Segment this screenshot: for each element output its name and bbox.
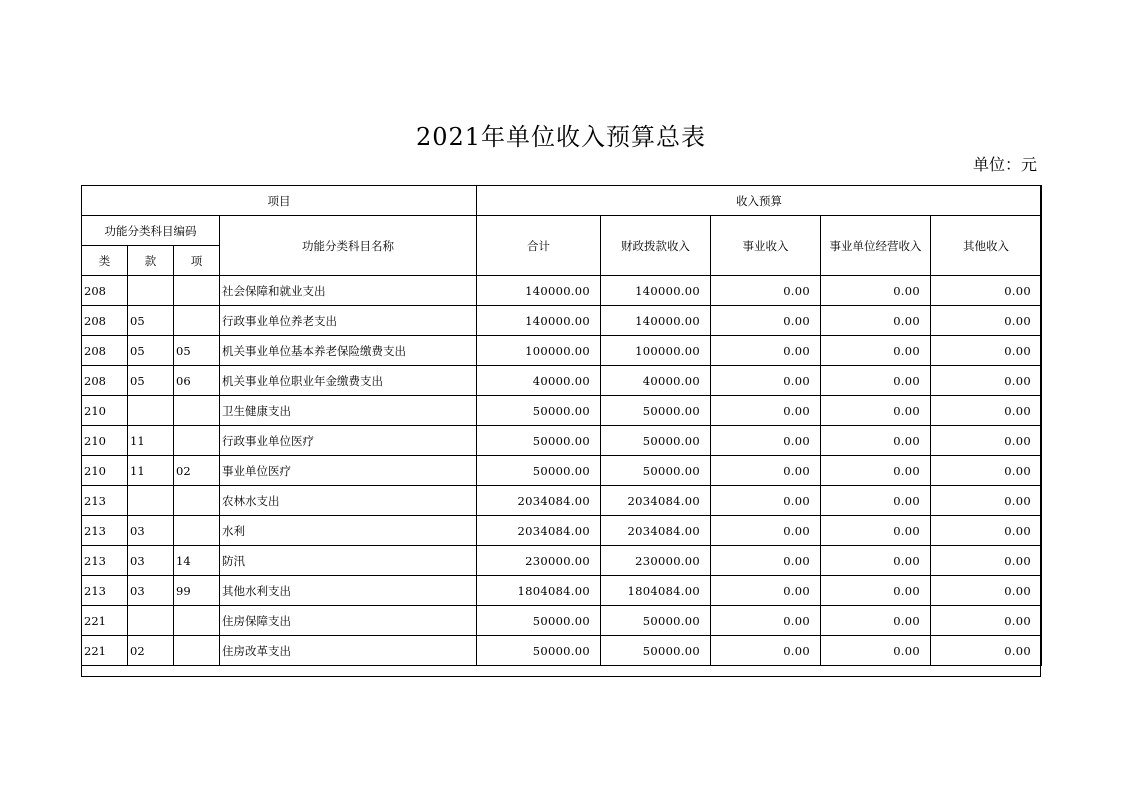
business-cell: 0.00	[711, 516, 821, 546]
code-xiang: 02	[174, 456, 220, 486]
table-row	[82, 516, 1042, 546]
table-row	[82, 636, 1042, 666]
header-item: 项目	[82, 186, 477, 216]
total-cell: 2034084.00	[477, 486, 601, 516]
business-cell: 0.00	[711, 306, 821, 336]
code-lei: 213	[82, 576, 128, 606]
header-business: 事业收入	[711, 216, 821, 276]
table-row	[82, 426, 1042, 456]
fiscal-cell: 100000.00	[601, 336, 711, 366]
fiscal-cell: 40000.00	[601, 366, 711, 396]
other-cell: 0.00	[931, 516, 1042, 546]
code-lei: 213	[82, 546, 128, 576]
table-row	[82, 366, 1042, 396]
code-kuan: 11	[128, 426, 174, 456]
code-lei: 208	[82, 306, 128, 336]
operating-cell: 0.00	[821, 306, 931, 336]
total-cell: 50000.00	[477, 606, 601, 636]
code-kuan: 05	[128, 336, 174, 366]
other-cell: 0.00	[931, 276, 1042, 306]
operating-cell: 0.00	[821, 276, 931, 306]
other-cell: 0.00	[931, 636, 1042, 666]
total-cell: 140000.00	[477, 306, 601, 336]
total-cell: 140000.00	[477, 276, 601, 306]
table-row	[82, 606, 1042, 636]
code-xiang: 06	[174, 366, 220, 396]
code-xiang	[174, 516, 220, 546]
code-kuan	[128, 486, 174, 516]
other-cell: 0.00	[931, 336, 1042, 366]
code-xiang	[174, 306, 220, 336]
code-xiang	[174, 636, 220, 666]
header-row-top	[82, 186, 1042, 216]
item-name: 水利	[220, 516, 477, 546]
item-name: 社会保障和就业支出	[220, 276, 477, 306]
operating-cell: 0.00	[821, 546, 931, 576]
item-name: 农林水支出	[220, 486, 477, 516]
other-cell: 0.00	[931, 456, 1042, 486]
code-kuan: 03	[128, 516, 174, 546]
fiscal-cell: 2034084.00	[601, 486, 711, 516]
total-cell: 50000.00	[477, 636, 601, 666]
table-row	[82, 546, 1042, 576]
fiscal-cell: 2034084.00	[601, 516, 711, 546]
business-cell: 0.00	[711, 336, 821, 366]
business-cell: 0.00	[711, 366, 821, 396]
operating-cell: 0.00	[821, 396, 931, 426]
total-cell: 230000.00	[477, 546, 601, 576]
code-xiang	[174, 396, 220, 426]
code-kuan	[128, 396, 174, 426]
table-row	[82, 396, 1042, 426]
item-name: 事业单位医疗	[220, 456, 477, 486]
item-name: 防汛	[220, 546, 477, 576]
other-cell: 0.00	[931, 546, 1042, 576]
code-kuan	[128, 606, 174, 636]
code-xiang	[174, 426, 220, 456]
fiscal-cell: 50000.00	[601, 456, 711, 486]
fiscal-cell: 140000.00	[601, 276, 711, 306]
code-kuan: 03	[128, 546, 174, 576]
header-xiang: 项	[174, 246, 220, 276]
business-cell: 0.00	[711, 576, 821, 606]
total-cell: 2034084.00	[477, 516, 601, 546]
table-row	[82, 486, 1042, 516]
code-kuan	[128, 276, 174, 306]
business-cell: 0.00	[711, 546, 821, 576]
fiscal-cell: 50000.00	[601, 396, 711, 426]
item-name: 住房保障支出	[220, 606, 477, 636]
business-cell: 0.00	[711, 606, 821, 636]
code-lei: 210	[82, 426, 128, 456]
code-lei: 213	[82, 486, 128, 516]
other-cell: 0.00	[931, 366, 1042, 396]
other-cell: 0.00	[931, 396, 1042, 426]
code-kuan: 05	[128, 306, 174, 336]
header-total: 合计	[477, 216, 601, 276]
code-kuan: 11	[128, 456, 174, 486]
other-cell: 0.00	[931, 426, 1042, 456]
code-lei: 221	[82, 606, 128, 636]
operating-cell: 0.00	[821, 516, 931, 546]
code-lei: 221	[82, 636, 128, 666]
fiscal-cell: 50000.00	[601, 606, 711, 636]
business-cell: 0.00	[711, 456, 821, 486]
code-xiang	[174, 486, 220, 516]
header-func-name: 功能分类科目名称	[220, 216, 477, 276]
header-operating: 事业单位经营收入	[821, 216, 931, 276]
header-func-code: 功能分类科目编码	[82, 216, 220, 246]
code-kuan: 02	[128, 636, 174, 666]
business-cell: 0.00	[711, 426, 821, 456]
operating-cell: 0.00	[821, 366, 931, 396]
fiscal-cell: 140000.00	[601, 306, 711, 336]
code-lei: 208	[82, 276, 128, 306]
code-xiang: 14	[174, 546, 220, 576]
operating-cell: 0.00	[821, 336, 931, 366]
header-kuan: 款	[128, 246, 174, 276]
business-cell: 0.00	[711, 396, 821, 426]
total-cell: 40000.00	[477, 366, 601, 396]
business-cell: 0.00	[711, 636, 821, 666]
code-xiang: 05	[174, 336, 220, 366]
total-cell: 100000.00	[477, 336, 601, 366]
table-row	[82, 306, 1042, 336]
total-cell: 1804084.00	[477, 576, 601, 606]
item-name: 卫生健康支出	[220, 396, 477, 426]
fiscal-cell: 1804084.00	[601, 576, 711, 606]
operating-cell: 0.00	[821, 426, 931, 456]
fiscal-cell: 230000.00	[601, 546, 711, 576]
header-income-budget: 收入预算	[477, 186, 1042, 216]
code-xiang	[174, 276, 220, 306]
operating-cell: 0.00	[821, 636, 931, 666]
budget-table	[81, 185, 1042, 666]
operating-cell: 0.00	[821, 606, 931, 636]
other-cell: 0.00	[931, 306, 1042, 336]
fiscal-cell: 50000.00	[601, 636, 711, 666]
header-row-mid	[82, 216, 1042, 246]
item-name: 行政事业单位医疗	[220, 426, 477, 456]
header-fiscal: 财政拨款收入	[601, 216, 711, 276]
item-name: 住房改革支出	[220, 636, 477, 666]
business-cell: 0.00	[711, 486, 821, 516]
header-lei: 类	[82, 246, 128, 276]
table-row	[82, 576, 1042, 606]
code-lei: 208	[82, 366, 128, 396]
code-lei: 213	[82, 516, 128, 546]
operating-cell: 0.00	[821, 456, 931, 486]
table-row	[82, 276, 1042, 306]
code-lei: 210	[82, 396, 128, 426]
code-xiang	[174, 606, 220, 636]
code-lei: 210	[82, 456, 128, 486]
operating-cell: 0.00	[821, 576, 931, 606]
operating-cell: 0.00	[821, 486, 931, 516]
code-kuan: 03	[128, 576, 174, 606]
table-row	[82, 456, 1042, 486]
page-title: 2021年单位收入预算总表	[415, 123, 707, 151]
item-name: 机关事业单位职业年金缴费支出	[220, 366, 477, 396]
item-name: 机关事业单位基本养老保险缴费支出	[220, 336, 477, 366]
business-cell: 0.00	[711, 276, 821, 306]
total-cell: 50000.00	[477, 396, 601, 426]
code-kuan: 05	[128, 366, 174, 396]
header-other: 其他收入	[931, 216, 1042, 276]
other-cell: 0.00	[931, 606, 1042, 636]
other-cell: 0.00	[931, 486, 1042, 516]
total-cell: 50000.00	[477, 456, 601, 486]
total-cell: 50000.00	[477, 426, 601, 456]
code-lei: 208	[82, 336, 128, 366]
table-row	[82, 336, 1042, 366]
other-cell: 0.00	[931, 576, 1042, 606]
code-xiang: 99	[174, 576, 220, 606]
item-name: 行政事业单位养老支出	[220, 306, 477, 336]
item-name: 其他水利支出	[220, 576, 477, 606]
fiscal-cell: 50000.00	[601, 426, 711, 456]
unit-label: 单位：元	[972, 155, 1037, 174]
